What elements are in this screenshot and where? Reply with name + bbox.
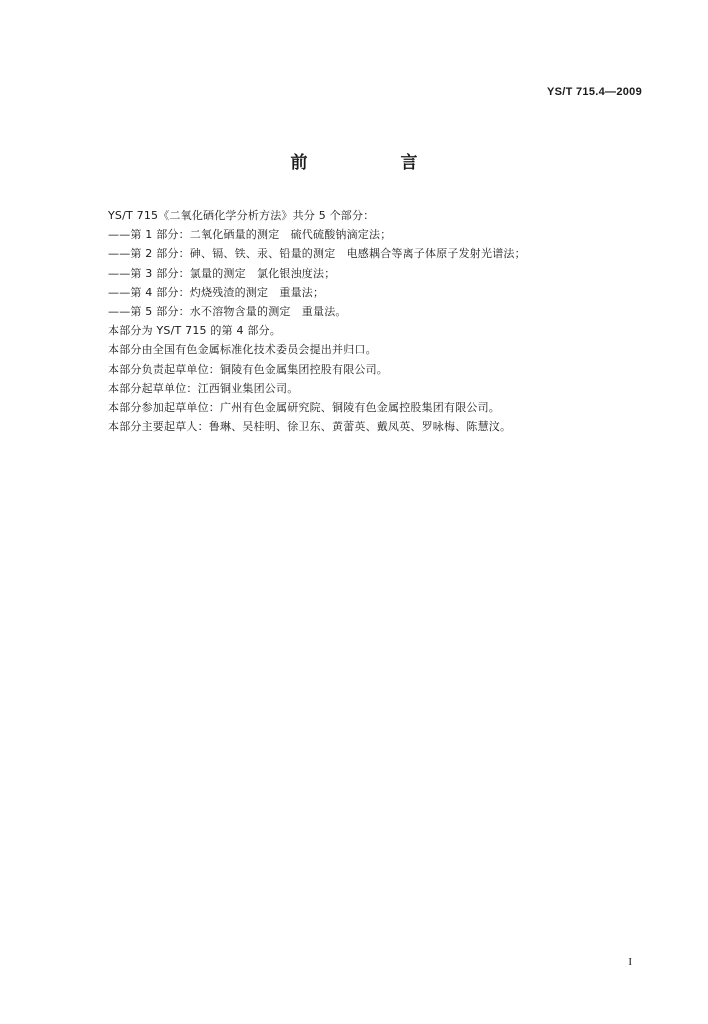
page-title: 前 言 [290, 153, 456, 173]
text-line: ——第 4 部分：灼烧残渣的测定 重量法； [108, 285, 325, 299]
text-line: ——第 5 部分：水不溶物含量的测定 重量法。 [108, 304, 347, 318]
text-line: YS/T 715《二氧化硒化学分析方法》共分 5 个部分： [108, 209, 375, 222]
text-line: 本部分负责起草单位：铜陵有色金属集团控股有限公司。 [108, 362, 388, 376]
text-line: ——第 3 部分：氯量的测定 氯化银浊度法； [108, 266, 336, 280]
text-line: 本部分由全国有色金属标准化技术委员会提出并归口。 [108, 343, 377, 357]
text-line: ——第 1 部分：二氧化硒量的测定 硫代硫酸钠滴定法； [108, 228, 392, 242]
page-number: I [628, 956, 632, 968]
standard-code: YS/T 715.4—2009 [546, 86, 642, 98]
text-line: 本部分为 YS/T 715 的第 4 部分。 [108, 324, 282, 338]
text-line: 本部分主要起草人：鲁琳、吴桂明、徐卫东、黄蕾英、戴凤英、罗咏梅、陈慧汶。 [108, 420, 512, 434]
text-line: 本部分参加起草单位：广州有色金属研究院、铜陵有色金属控股集团有限公司。 [108, 400, 500, 414]
text-line: ——第 2 部分：砷、镉、铁、汞、铅量的测定 电感耦合等离子体原子发射光谱法； [108, 247, 526, 261]
text-line: 本部分起草单位：江西铜业集团公司。 [108, 381, 299, 395]
foreword-body [108, 206, 628, 436]
